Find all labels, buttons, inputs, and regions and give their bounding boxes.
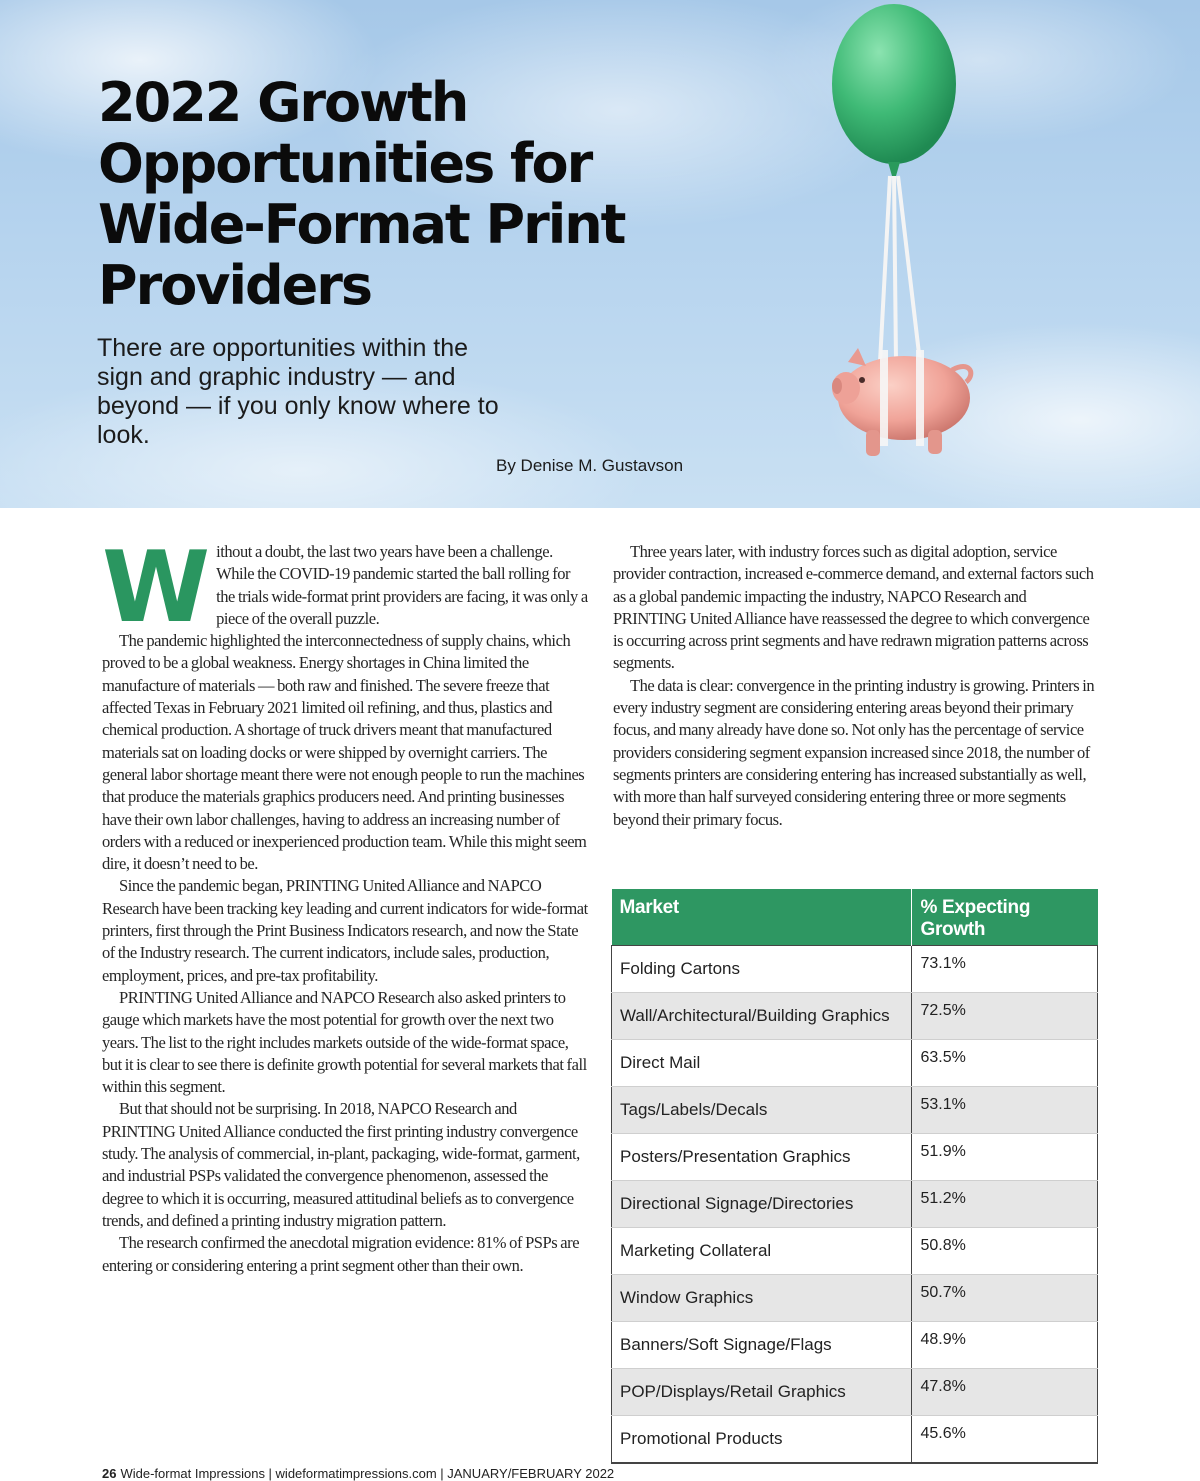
piggy-bank-balloon-illustration (820, 0, 1020, 480)
percent-cell: 50.7% (912, 1275, 1098, 1322)
table-row (612, 1322, 1098, 1369)
article-subtitle: There are opportunities within the sign and graphic industry — and beyond — if you only know where to look. (97, 334, 499, 449)
market-growth-table (611, 889, 1098, 1464)
table-row (612, 1369, 1098, 1416)
market-cell: Directional Signage/Directories (612, 1181, 912, 1228)
paragraph: The pandemic highlighted the interconnectedness of supply chains, which proved to be a global weakness. Energy shortages in China limited the manufacture of materials — both raw and finished. The severe freeze that affected Texas in February 2021 limited oil refining, and thus, plastics and chemical production. A shortage of truck drivers meant that manufactured materials sat on loading docks or were shipped by overnight carriers. The general labor shortage meant there were not enough people to run the machines that produce the materials graphics producers need. And printing businesses have their own labor challenges, having to address an increasing number of orders with a reduced or inexperienced production team. While this might seem dire, it doesn’t need to be. (102, 631, 587, 874)
percent-cell: 45.6% (912, 1416, 1098, 1464)
table-header-row (612, 889, 1098, 946)
hero-banner (0, 0, 1200, 508)
percent-cell: 48.9% (912, 1322, 1098, 1369)
table-row (612, 946, 1098, 993)
footer-text: Wide-format Impressions | wideformatimpressions.com | JANUARY/FEBRUARY 2022 (120, 1466, 615, 1481)
table-row (612, 1181, 1098, 1228)
market-cell: Wall/Architectural/Building Graphics (612, 993, 912, 1040)
balloon-icon (832, 4, 956, 362)
market-cell: Direct Mail (612, 1040, 912, 1087)
column-header-percent: % Expecting Growth (912, 889, 1098, 946)
page-number: 26 (102, 1466, 117, 1481)
table-row (612, 1275, 1098, 1322)
percent-cell: 73.1% (912, 946, 1098, 993)
percent-cell: 50.8% (912, 1228, 1098, 1275)
drop-cap: W (102, 531, 207, 645)
paragraph: PRINTING United Alliance and NAPCO Research also asked printers to gauge which markets have the most potential for growth over the next two years. The list to the right includes markets outside of the wide-format space, but it is clear to see there is definite growth potential for several markets that fall within this segment. (102, 987, 587, 1097)
article-column-right (613, 541, 1095, 831)
percent-cell: 72.5% (912, 993, 1098, 1040)
market-cell: POP/Displays/Retail Graphics (612, 1369, 912, 1416)
market-cell: Posters/Presentation Graphics (612, 1134, 912, 1181)
table-row (612, 993, 1098, 1040)
paragraph: But that should not be surprising. In 2018, NAPCO Research and PRINTING United Alliance conducted the first printing industry convergence study. The analysis of commercial, in-plant, packaging, wide-format, garment, and industrial PSPs validated the convergence phenomenon, assessed the degree to which it is occurring, measured attitudinal beliefs as to convergence trends, and defined a printing industry migration pattern. (102, 1099, 580, 1230)
market-cell: Promotional Products (612, 1416, 912, 1464)
byline: By Denise M. Gustavson (496, 456, 684, 475)
table-row (612, 1416, 1098, 1464)
paragraph: The research confirmed the anecdotal migration evidence: 81% of PSPs are entering or considering entering a print segment other than their own. (102, 1233, 580, 1275)
market-cell: Tags/Labels/Decals (612, 1087, 912, 1134)
market-cell: Window Graphics (612, 1275, 912, 1322)
percent-cell: 51.2% (912, 1181, 1098, 1228)
paragraph: The data is clear: convergence in the printing industry is growing. Printers in every industry segment are considering entering areas beyond their primary focus, and many already have done so. Not only has the percentage of service providers considering segment expansion increased since 2018, the number of segments printers are considering entering has increased substantially as well, with more than half surveyed considering entering three or more segments beyond their primary focus. (613, 675, 1095, 829)
percent-cell: 47.8% (912, 1369, 1098, 1416)
paragraph: Without a doubt, the last two years have been a challenge. While the COVID-19 pandemic started the ball rolling for the trials wide-format print providers are facing, it was only a piece of the overall puzzle. (102, 531, 588, 645)
market-cell: Marketing Collateral (612, 1228, 912, 1275)
percent-cell: 51.9% (912, 1134, 1098, 1181)
percent-cell: 63.5% (912, 1040, 1098, 1087)
market-cell: Banners/Soft Signage/Flags (612, 1322, 912, 1369)
paragraph: Three years later, with industry forces such as digital adoption, service provider contraction, increased e-commerce demand, and external factors such as a global pandemic impacting the industry, NAPCO Research and PRINTING United Alliance have reassessed the degree to which convergence is occurring across print segments and have redrawn migration patterns across segments. (613, 542, 1094, 673)
page-footer (102, 1466, 614, 1481)
column-header-market: Market (612, 889, 912, 946)
percent-cell: 53.1% (912, 1087, 1098, 1134)
paragraph: Since the pandemic began, PRINTING United Alliance and NAPCO Research have been tracking key leading and current indicators for wide-format printers, first through the Print Business Indicators research, and now the State of the Industry research. The current indicators, include sales, production, employment, prices, and pre-tax profitability. (102, 876, 588, 985)
market-cell: Folding Cartons (612, 946, 912, 993)
piggy-bank-icon (832, 348, 971, 456)
table-row (612, 1228, 1098, 1275)
table-row (612, 1087, 1098, 1134)
article-title: 2022 Growth Opportunities for Wide-Format Print Providers (98, 71, 625, 317)
table-row (612, 1134, 1098, 1181)
table-row (612, 1040, 1098, 1087)
article-column-left (102, 531, 588, 1277)
